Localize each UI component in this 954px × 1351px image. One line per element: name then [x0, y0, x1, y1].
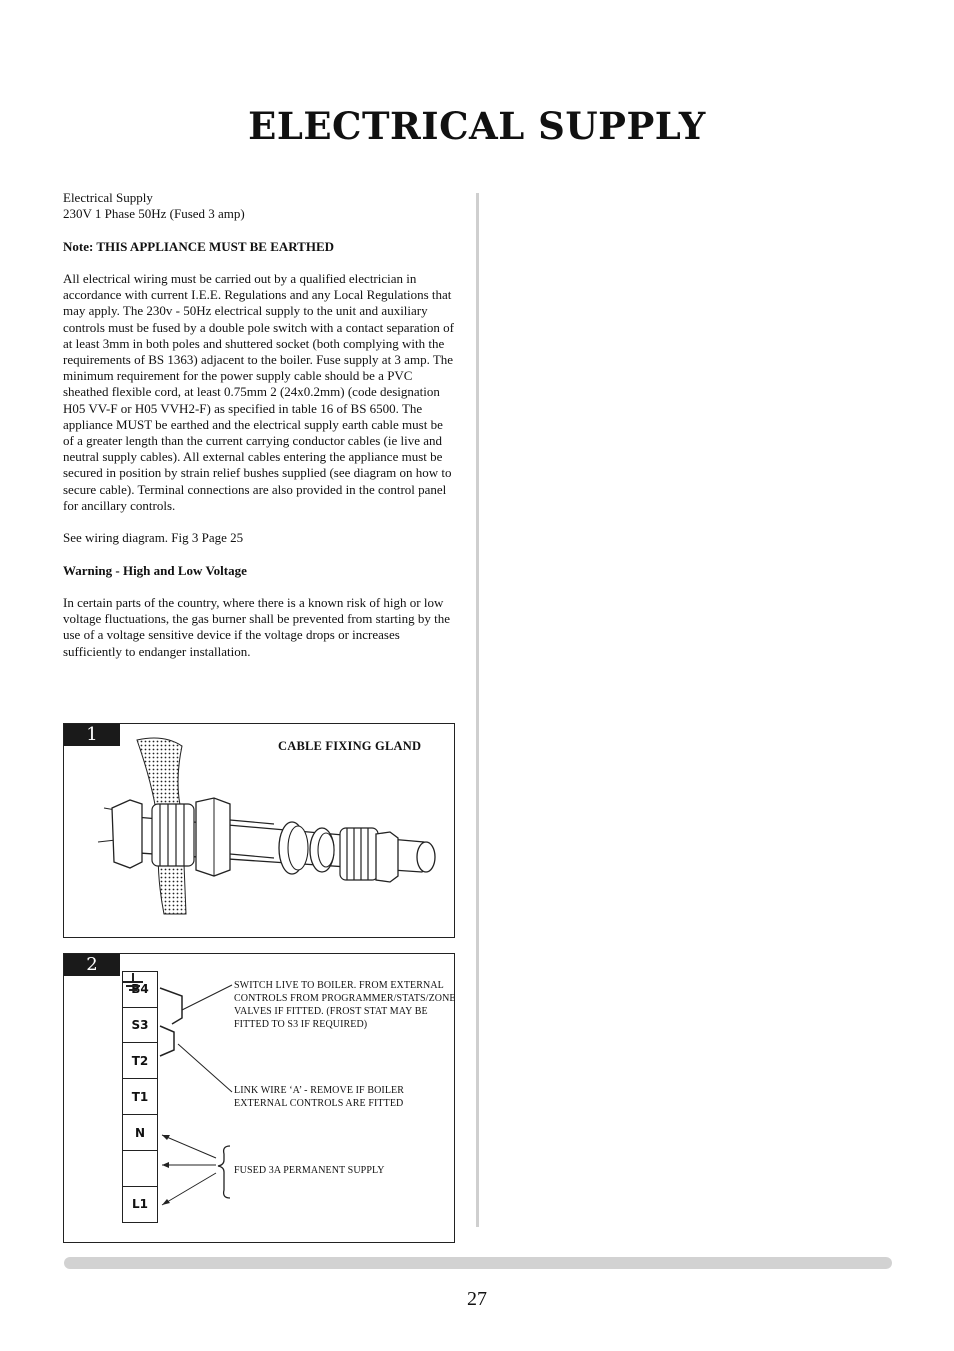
footer-bar [64, 1257, 892, 1269]
wiring-paragraph: All electrical wiring must be carried out by a qualified electrician in accordance with current I.E.E. Regulations and any Local Regulations that may apply. The 230v - 50Hz electrical supply to the unit and auxiliary controls must be fused by a double pole switch with a contact separation of at least 3mm in both poles and shuttered socket (both complying with the requirements of BS 1363) adjacent to the boiler. Fuse supply at 3 amp. The minimum requirement for the power supply cable should be a PVC sheathed flexible cord, at least 0.75mm 2 (24x0.2mm) (code designation H05 VV-F or H05 VVH2-F) as specified in table 16 of BS 6500. The appliance MUST be earthed and the electrical supply earth cable must be of a greater length than the current carrying conductor cables (ie live and neutral supply cables). All external cables entering the appliance must be secured in position by strain relief bushes supplied (see diagram on how to secure cable). Terminal connections are also provided in the control panel for ancillary controls. [63, 270, 454, 513]
figure-terminal-block [63, 953, 455, 1243]
supply-spec: 230V 1 Phase 50Hz (Fused 3 amp) [63, 206, 245, 222]
figure-cable-fixing-gland [63, 723, 455, 938]
body-text-column [63, 190, 455, 676]
supply-block [63, 190, 455, 222]
note-switch-live: SWITCH LIVE TO BOILER. FROM EXTERNAL CONTROLS FROM PROGRAMMER/STATS/ZONE VALVES IF FITTED. (FROST STAT MAY BE FITTED TO S3 IF REQUIRED) [234, 980, 456, 1030]
warning-paragraph: In certain parts of the country, where there is a known risk of high or low voltage fluctuations, the gas burner shall be prevented from starting by the use of a voltage sensitive device if the voltage drops or increases sufficiently to endanger installation. [63, 595, 450, 659]
earthed-note: Note: THIS APPLIANCE MUST BE EARTHED [63, 238, 335, 254]
figure-number: 1 [64, 724, 120, 746]
terminal-t2: T2 [122, 1042, 158, 1079]
terminal-b4: B4 [122, 971, 158, 1008]
figure-title: CABLE FIXING GLAND [278, 739, 422, 753]
supply-heading: Electrical Supply [63, 190, 153, 205]
see-wiring-reference: See wiring diagram. Fig 3 Page 25 [63, 530, 244, 546]
terminal-t1: T1 [122, 1078, 158, 1115]
note-fused-supply: FUSED 3A PERMANENT SUPPLY [234, 1165, 385, 1176]
terminal-l1: L1 [122, 1186, 158, 1223]
terminal-n: N [122, 1114, 158, 1151]
cable-gland-illustration [64, 724, 454, 937]
note-link-wire: LINK WIRE ‘A’ - REMOVE IF BOILER EXTERNAL CONTROLS ARE FITTED [234, 1085, 405, 1109]
page-title: ELECTRICAL SUPPLY [248, 104, 706, 148]
warning-heading: Warning - High and Low Voltage [63, 562, 247, 578]
page-number: 27 [467, 1288, 487, 1310]
terminal-s3: S3 [122, 1007, 158, 1044]
figure-number: 2 [64, 954, 120, 976]
column-divider [476, 193, 479, 1227]
